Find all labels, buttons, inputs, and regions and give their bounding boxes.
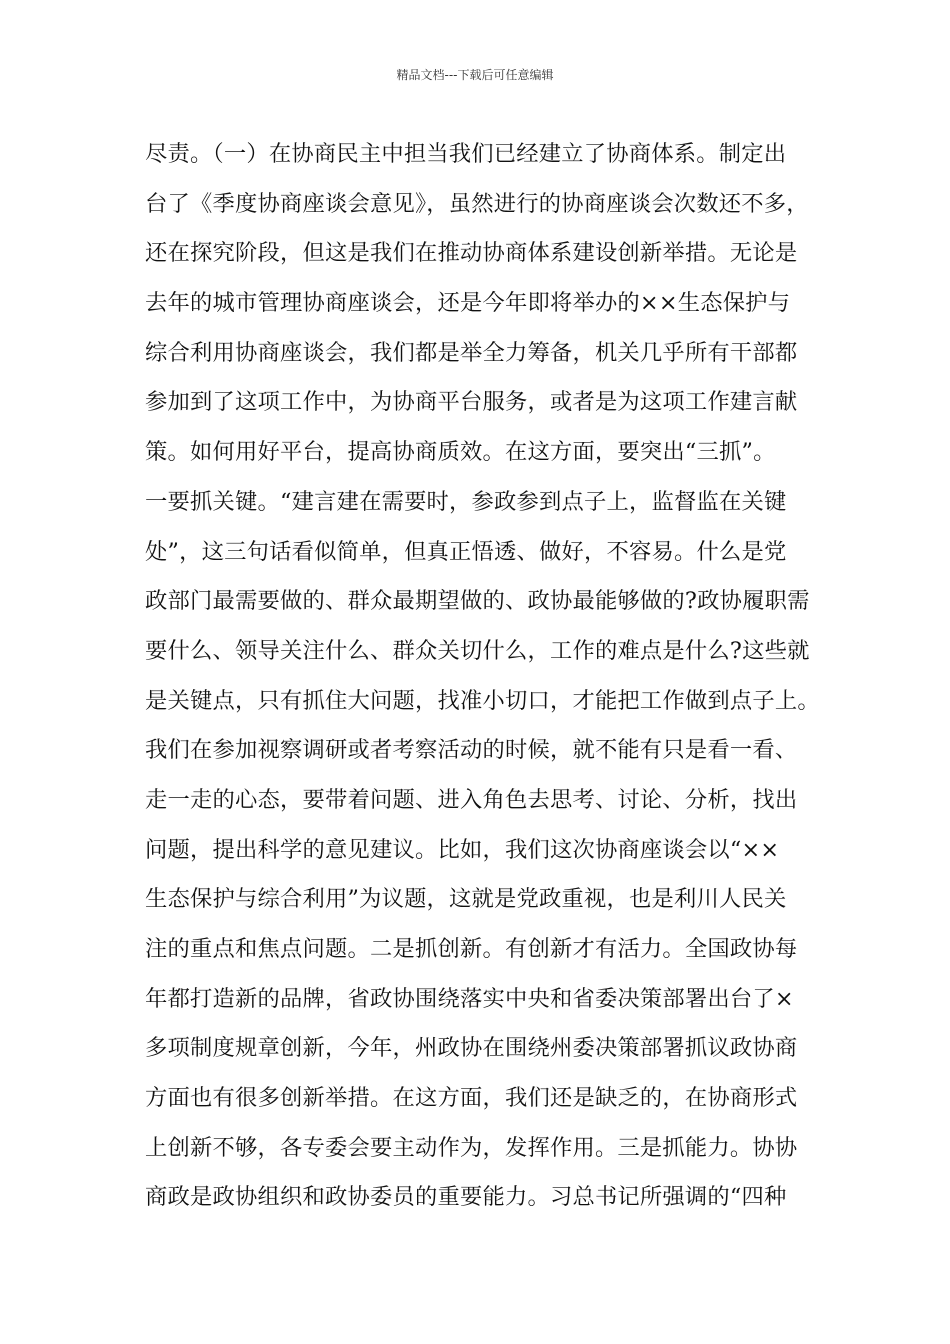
text-line: 一要抓关键。“建言建在需要时，参政参到点子上，监督监在关键 bbox=[145, 488, 787, 515]
page-header: 精品文档---下载后可任意编辑 bbox=[396, 68, 554, 82]
text-line: 处”，这三句话看似简单，但真正悟透、做好，不容易。什么是党 bbox=[145, 538, 787, 565]
text-line: 去年的城市管理协商座谈会，还是今年即将举办的××生态保护与 bbox=[145, 290, 791, 317]
text-line: 策。如何用好平台，提高协商质效。在这方面，要突出“三抓”。 bbox=[145, 439, 776, 466]
text-line: 多项制度规章创新，今年，州政协在围绕州委决策部署抓议政协商 bbox=[145, 1035, 798, 1062]
text-line: 走一走的心态，要带着问题、进入角色去思考、讨论、分析，找出 bbox=[145, 786, 798, 813]
text-line: 是关键点，只有抓住大问题，找准小切口，才能把工作做到点子上。 bbox=[145, 687, 820, 714]
text-line: 上创新不够，各专委会要主动作为，发挥作用。三是抓能力。协协 bbox=[145, 1134, 798, 1161]
text-line: 政部门最需要做的、群众最期望做的、政协最能够做的?政协履职需 bbox=[145, 588, 810, 615]
text-line: 综合利用协商座谈会，我们都是举全力筹备，机关几乎所有干部都 bbox=[145, 339, 798, 366]
text-line: 参加到了这项工作中，为协商平台服务，或者是为这项工作建言献 bbox=[145, 389, 798, 416]
document-body bbox=[145, 130, 845, 1223]
text-line: 商政是政协组织和政协委员的重要能力。习总书记所强调的“四种 bbox=[145, 1184, 787, 1211]
text-line: 方面也有很多创新举措。在这方面，我们还是缺乏的，在协商形式 bbox=[145, 1085, 798, 1112]
text-line: 台了《季度协商座谈会意见》，虽然进行的协商座谈会次数还不多， bbox=[145, 190, 809, 217]
text-line: 生态保护与综合利用”为议题，这就是党政重视，也是利川人民关 bbox=[145, 886, 787, 913]
text-line: 要什么、领导关注什么、群众关切什么，工作的难点是什么?这些就 bbox=[145, 637, 810, 664]
text-line: 年都打造新的品牌，省政协围绕落实中央和省委决策部署出台了× bbox=[145, 985, 794, 1012]
text-line: 我们在参加视察调研或者考察活动的时候，就不能有只是看一看、 bbox=[145, 737, 798, 764]
text-line: 还在探究阶段，但这是我们在推动协商体系建设创新举措。无论是 bbox=[145, 240, 798, 267]
text-line: 注的重点和焦点问题。二是抓创新。有创新才有活力。全国政协每 bbox=[145, 936, 798, 962]
text-line: 尽责。（一）在协商民主中担当我们已经建立了协商体系。制定出 bbox=[145, 141, 787, 167]
text-line: 问题，提出科学的意见建议。比如，我们这次协商座谈会以“×× bbox=[145, 836, 780, 863]
